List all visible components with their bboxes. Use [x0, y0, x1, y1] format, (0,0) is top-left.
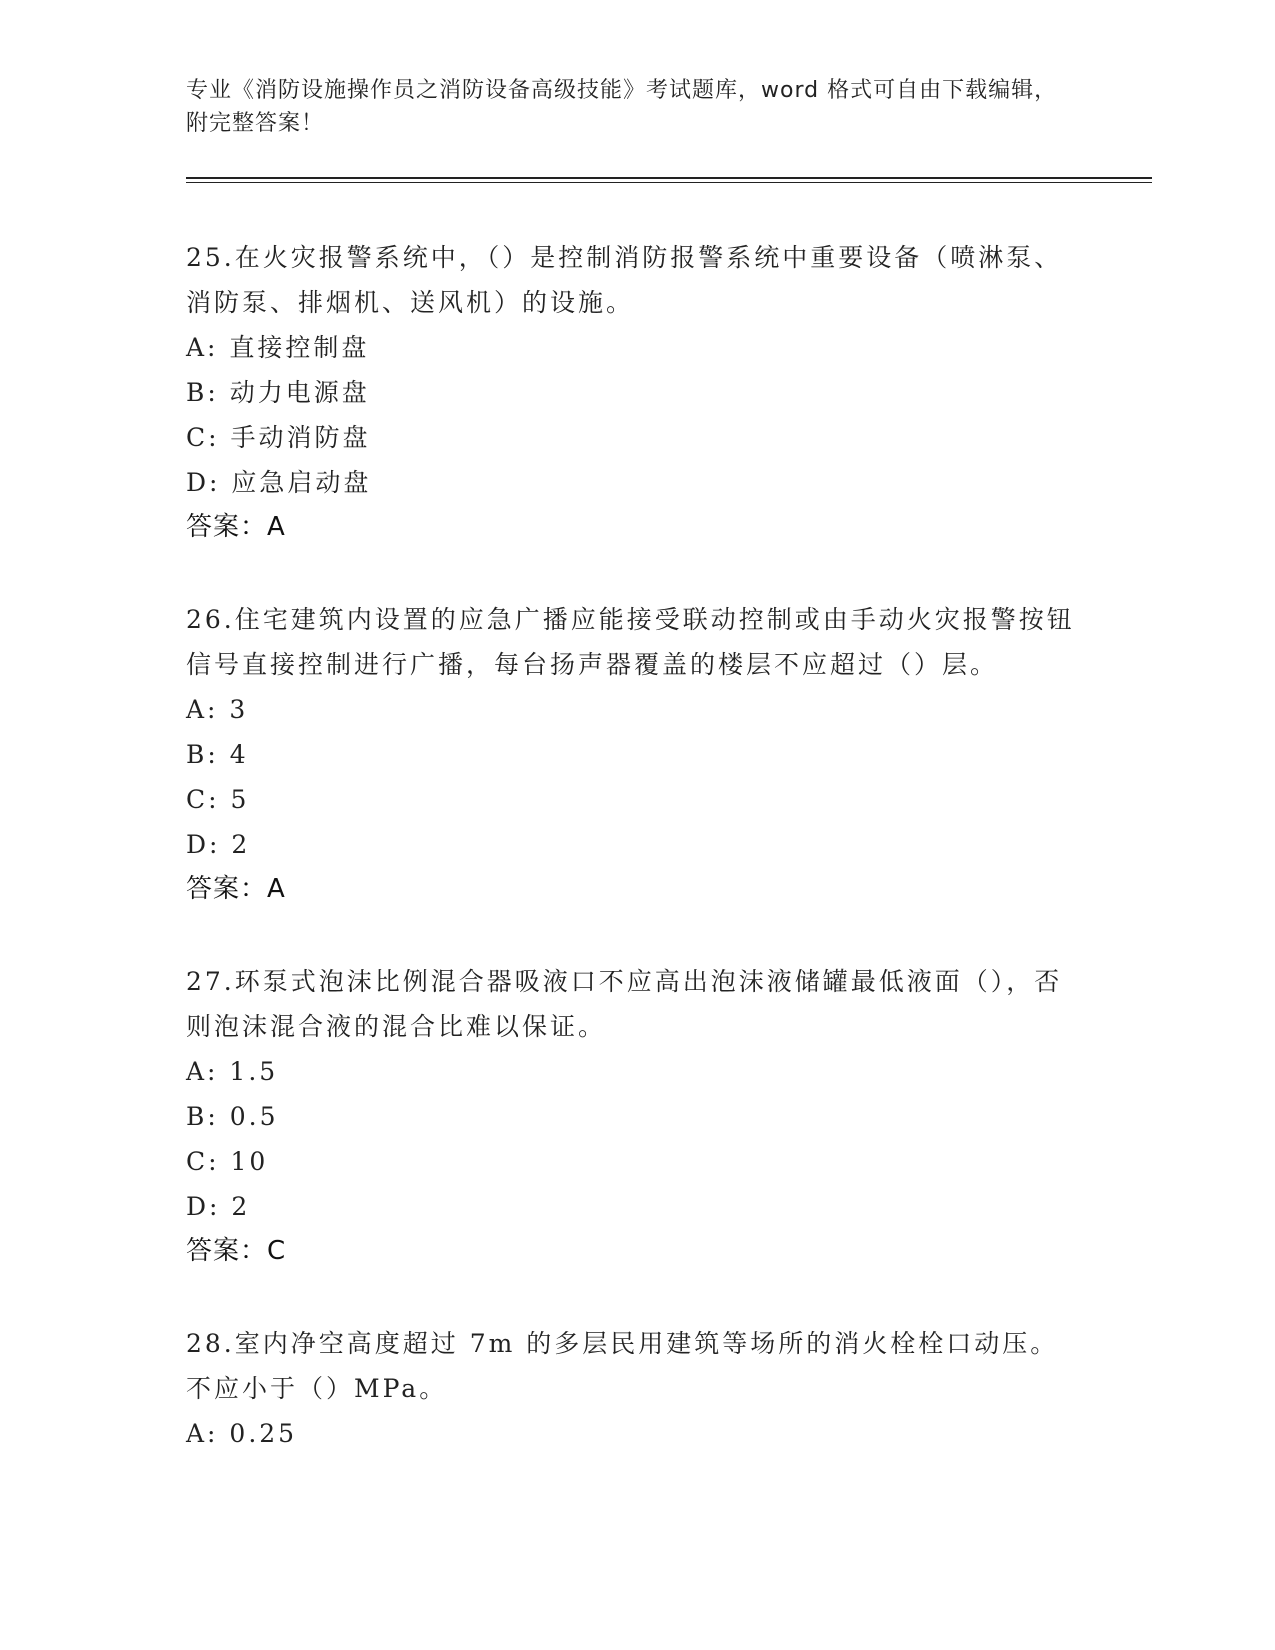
- answer: 答案：A: [186, 874, 286, 904]
- header-divider-thin: [186, 182, 1152, 183]
- option-c: C: 手动消防盘: [186, 423, 371, 452]
- header-divider-thick: [186, 177, 1152, 179]
- question-25: [186, 235, 1086, 550]
- option-a: A: 3: [186, 695, 249, 724]
- option-b: B: 4: [186, 740, 249, 769]
- option-b: B: 动力电源盘: [186, 378, 370, 407]
- question-stem: 28.室内净空高度超过 7m 的多层民用建筑等场所的消火栓栓口动压。不应小于（）MPa。: [186, 1329, 1059, 1403]
- answer: 答案：A: [186, 512, 286, 542]
- question-27: [186, 959, 1086, 1274]
- question-stem: 25.在火灾报警系统中，（）是控制消防报警系统中重要设备（喷淋泵、消防泵、排烟机、送风机）的设施。: [186, 243, 1063, 317]
- option-c: C: 5: [186, 785, 250, 814]
- option-d: D: 2: [186, 1192, 251, 1221]
- question-stem: 27.环泵式泡沫比例混合器吸液口不应高出泡沫液储罐最低液面（），否则泡沫混合液的混合比难以保证。: [186, 967, 1063, 1041]
- option-c: C: 10: [186, 1147, 269, 1176]
- option-d: D: 应急启动盘: [186, 468, 372, 497]
- document-header: 专业《消防设施操作员之消防设备高级技能》考试题库，word 格式可自由下载编辑，附完整答案！: [186, 78, 1058, 136]
- question-26: [186, 597, 1086, 912]
- option-a: A: 直接控制盘: [186, 333, 370, 362]
- question-28: [186, 1321, 1086, 1456]
- option-a: A: 1.5: [186, 1057, 279, 1086]
- option-b: B: 0.5: [186, 1102, 279, 1131]
- option-d: D: 2: [186, 830, 251, 859]
- question-stem: 26.住宅建筑内设置的应急广播应能接受联动控制或由手动火灾报警按钮信号直接控制进行广播，每台扬声器覆盖的楼层不应超过（）层。: [186, 605, 1075, 679]
- option-a: A: 0.25: [186, 1419, 298, 1448]
- answer: 答案：C: [186, 1236, 287, 1266]
